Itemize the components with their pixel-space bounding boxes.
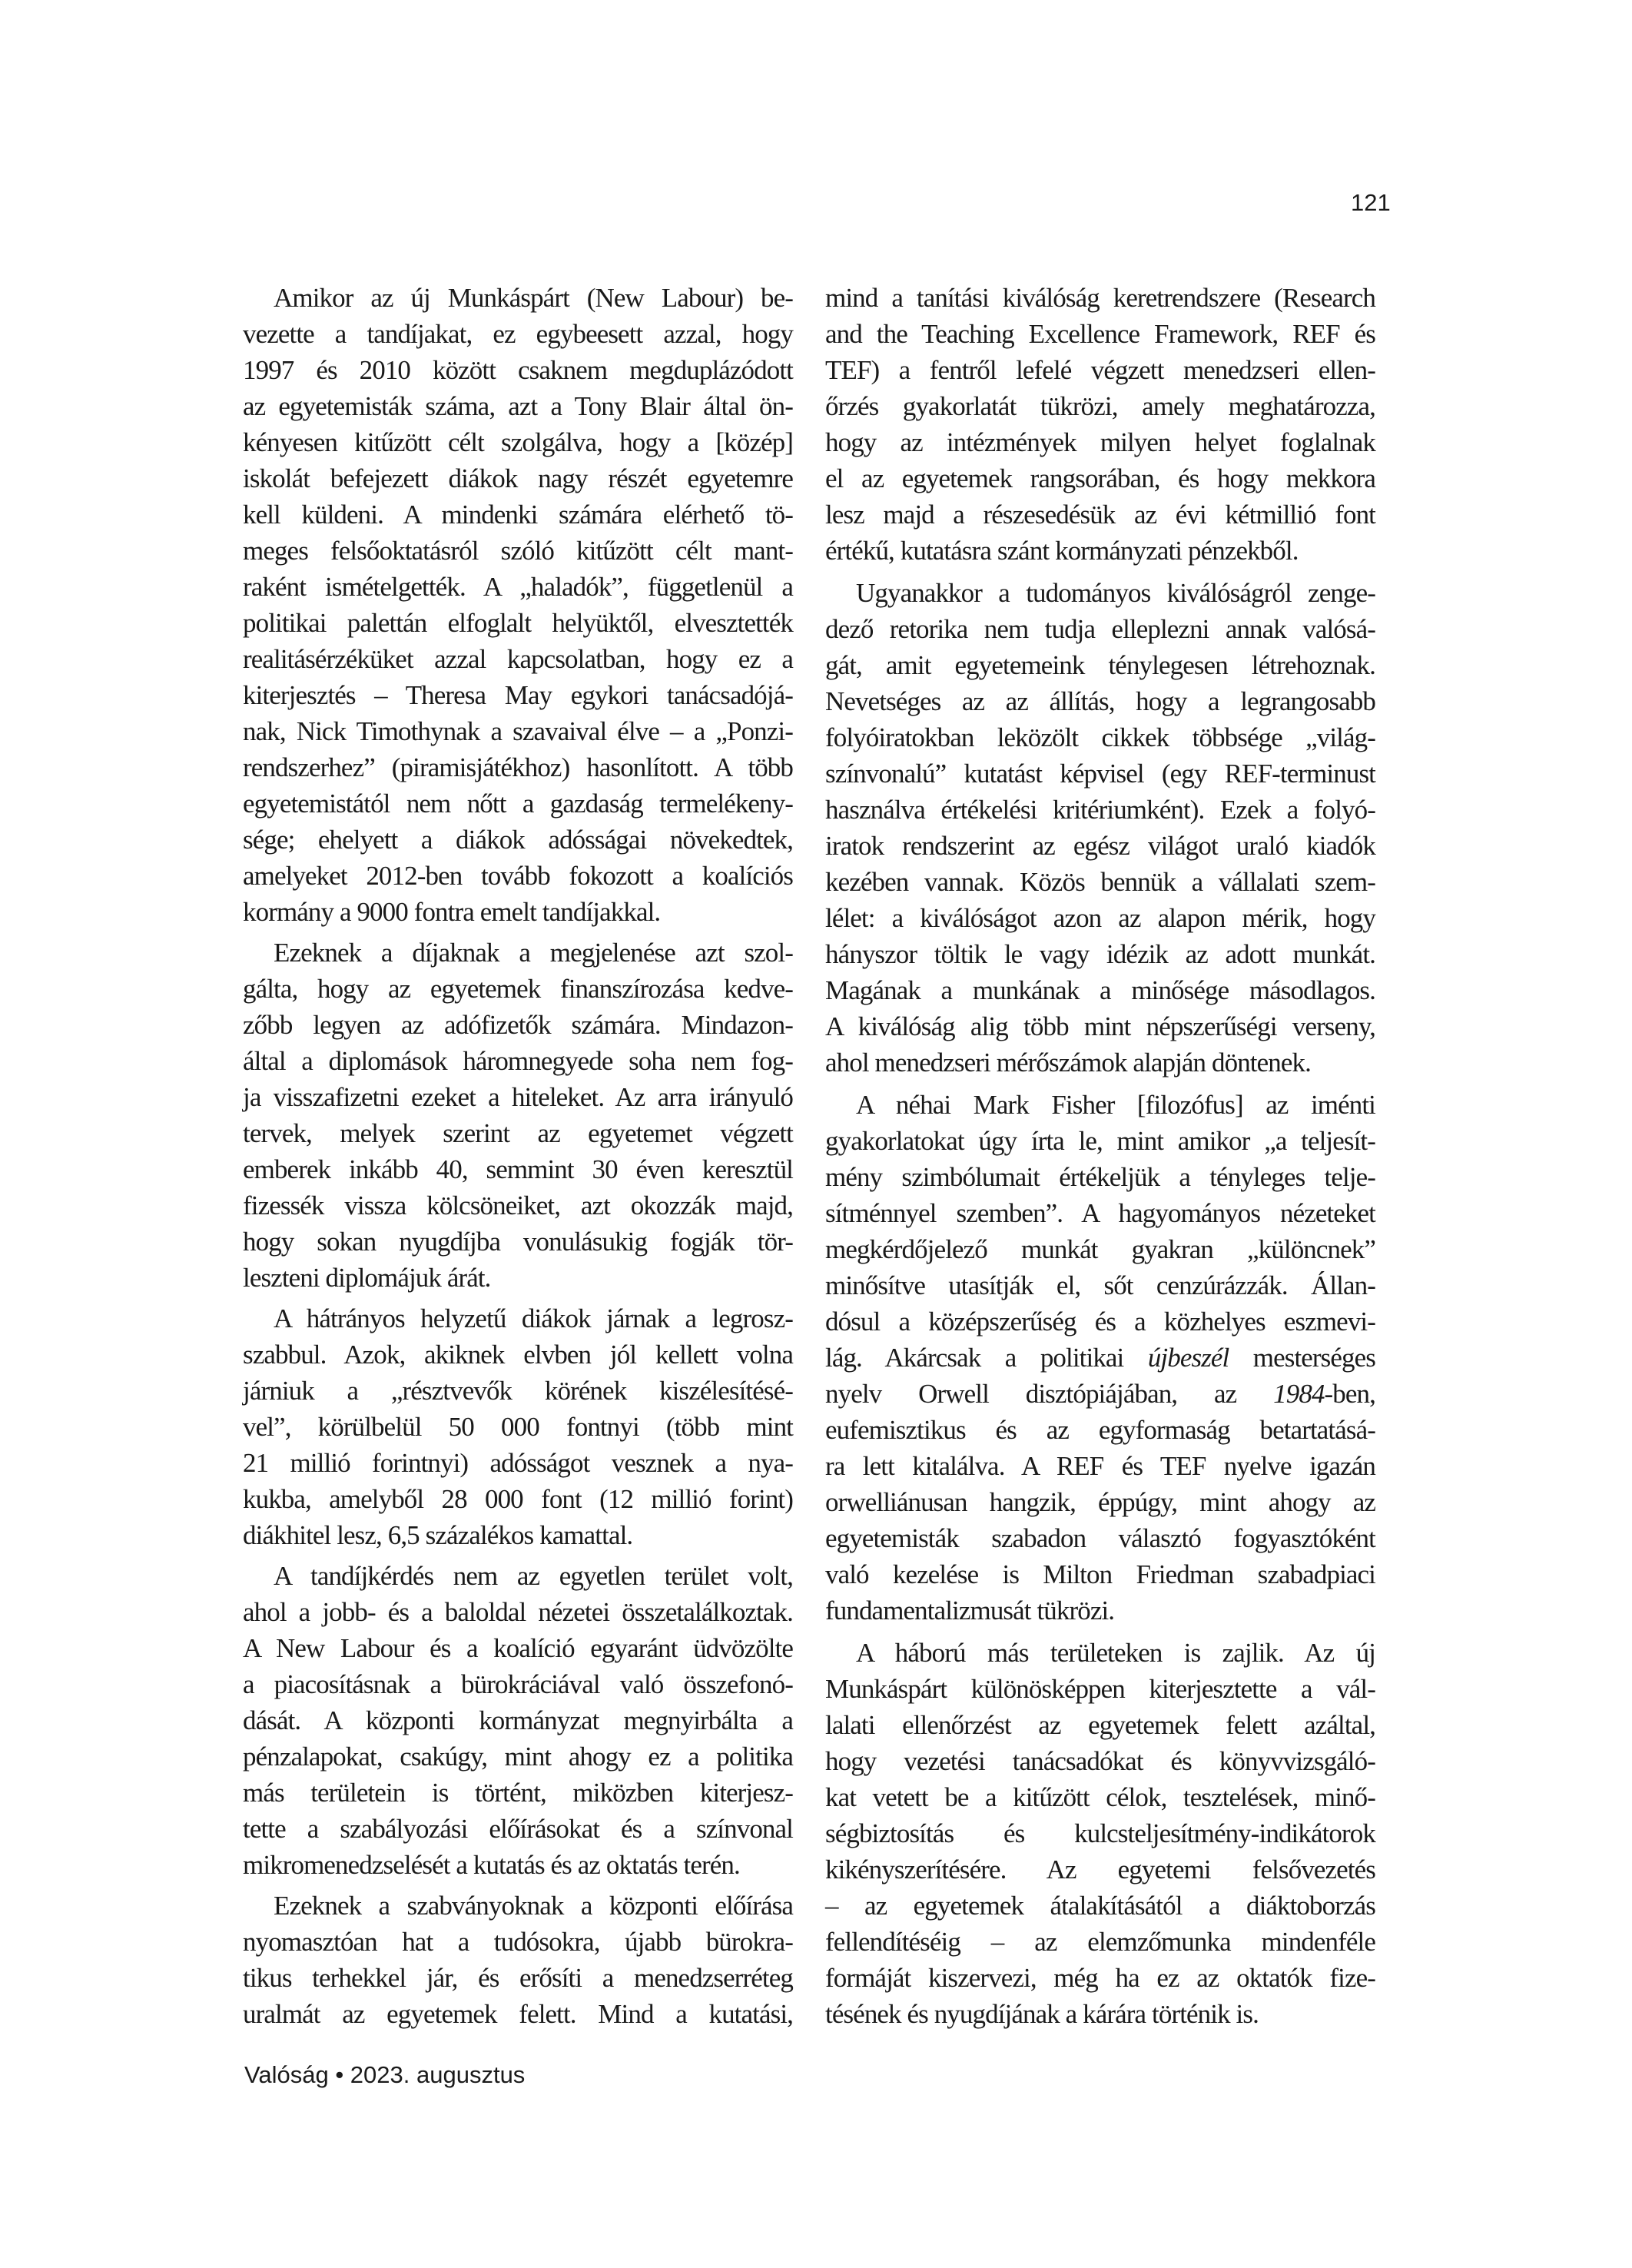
text-line: vel”, körülbelül 50 000 fontnyi (több mint [243,1412,793,1442]
text-line: által a diplomások háromnegyede soha nem fog- [243,1046,793,1076]
text-line: tette a szabályozási előírásokat és a színvonal [243,1814,793,1844]
text-line: 1997 és 2010 között csaknem megduplázódott [243,355,793,385]
text-line: el az egyetemek rangsorában, és hogy mekkora [825,463,1375,493]
text-line: pénzalapokat, csakúgy, mint ahogy ez a politika [243,1742,793,1772]
text-line: A New Labour és a koalíció egyaránt üdvözölte [243,1633,793,1663]
right-column [825,280,1375,2032]
italic-term: újbeszél [1147,1343,1229,1373]
text-line: lélet: a kiválóságot azon az alapon mérik, hogy [825,903,1375,933]
text-line: orwelliánusan hangzik, éppúgy, mint ahogy az [825,1487,1375,1517]
text-line: a piacosításnak a bürokráciával való összefonó- [243,1669,793,1699]
text-line: raként ismételgették. A „haladók”, függetlenül a [243,572,793,602]
text-line: tésének és nyugdíjának a kárára történik is. [825,1999,1259,2029]
paragraph [243,1558,793,1883]
text-line: kezében vannak. Közös bennük a vállalati szem- [825,867,1375,897]
italic-term: 1984 [1273,1379,1325,1409]
text-line: TEF) a fentről lefelé végzett menedzseri ellen- [825,355,1375,385]
text-line: vezette a tandíjakat, ez egybeesett azzal, hogy [243,319,793,349]
text-line: egyetemisták szabadon választó fogyasztóként [825,1523,1375,1553]
text-line: szabbul. Azok, akiknek elvben jól kellett volna [243,1340,793,1370]
text-line: meges felsőoktatásról szóló kitűzött célt mant- [243,536,793,566]
text-line: Amikor az új Munkáspárt (New Labour) be- [274,283,793,313]
text-line: őrzés gyakorlatát tükrözi, amely meghatározza, [825,391,1375,421]
text-line: diákhitel lesz, 6,5 százalékos kamattal. [243,1520,633,1550]
text-line: emberek inkább 40, semmint 30 éven keresztül [243,1154,793,1184]
paragraph [825,280,1375,569]
text-line: kell küldeni. A mindenki számára elérhető tö- [243,500,793,530]
text-line: uralmát az egyetemek felett. Mind a kutatási, [243,1999,793,2029]
text-line: sítménnyel szemben”. A hagyományos nézeteket [825,1198,1375,1228]
page-number: 121 [1351,189,1391,216]
paragraph [825,575,1375,1081]
text-line: A néhai Mark Fisher [filozófus] az iménti [856,1090,1375,1120]
text-line: az egyetemisták száma, azt a Tony Blair által ön- [243,391,793,421]
text-line: színvonalú” kutatást képvisel (egy REF-terminust [825,759,1375,789]
text-line: megkérdőjelező munkát gyakran „különcnek” [825,1234,1375,1264]
text-line: Nevetséges az az állítás, hogy a legrangosabb [825,686,1375,716]
text-line: zőbb legyen az adófizetők számára. Mindazon- [243,1010,793,1040]
paragraph [825,1087,1375,1629]
text-line: Magának a munkának a minősége másodlagos. [825,975,1375,1005]
text-line: eufemisztikus és az egyformaság betartatásá- [825,1415,1375,1445]
text-line: Ezeknek a díjaknak a megjelenése azt szol- [274,938,793,968]
text-line: kukba, amelyből 28 000 font (12 millió forint) [243,1484,793,1514]
text-line: – az egyetemek átalakításától a diáktoborzás [825,1891,1375,1921]
paragraph [243,280,793,930]
text-line: A tandíjkérdés nem az egyetlen terület volt, [274,1561,793,1591]
text-line: sége; ehelyett a diákok adósságai növekedtek, [243,825,793,855]
running-footer: Valóság • 2023. augusztus [244,2061,526,2088]
text-line: kormány a 9000 fontra emelt tandíjakkal. [243,897,661,927]
text-line: hogy sokan nyugdíjba vonulásukig fogják tör- [243,1227,793,1257]
text-line: ahol a jobb- és a baloldal nézetei összetalálkoztak. [243,1597,793,1627]
text-line: and the Teaching Excellence Framework, REF és [825,319,1375,349]
text-line: ahol menedzseri mérőszámok alapján döntenek. [825,1048,1311,1078]
text-line: Munkáspárt különösképpen kiterjesztette a vál- [825,1674,1375,1704]
text-line: A kiválóság alig több mint népszerűségi verseny, [825,1011,1375,1041]
text-line: gyakorlatokat úgy írta le, mint amikor „a teljesít- [825,1126,1375,1156]
text-line: lág. Akárcsak a politikai újbeszél mesterséges [825,1343,1375,1373]
text-line: 21 millió forintnyi) adósságot vesznek a nya- [243,1448,793,1478]
text-line: A háború más területeken is zajlik. Az új [856,1638,1375,1668]
text-line: lesz majd a részesedésük az évi kétmillió font [825,500,1375,530]
text-line: nyelv Orwell disztópiájában, az 1984-ben, [825,1379,1375,1409]
text-line: fizessék vissza kölcsöneiket, azt okozzák majd, [243,1190,793,1220]
text-line: kényesen kitűzött célt szolgálva, hogy a [közép] [243,427,793,457]
text-line: iskolát befejezett diákok nagy részét egyetemre [243,463,793,493]
text-line: mény szimbólumait értékeljük a tényleges telje- [825,1162,1375,1192]
text-line: minősítve utasítják el, sőt cenzúrázzák. Állan- [825,1270,1375,1300]
paragraph [243,935,793,1296]
text-line: nak, Nick Timothynak a szavaival élve – a „Ponzi- [243,716,793,746]
text-line: ségbiztosítás és kulcsteljesítmény-indikátorok [825,1818,1375,1848]
text-line: való kezelése is Milton Friedman szabadpiaci [825,1559,1375,1589]
text-line: gát, amit egyetemeink ténylegesen létrehoznak. [825,650,1375,680]
text-line: amelyeket 2012-ben tovább fokozott a koalíciós [243,861,793,891]
text-line: iratok rendszerint az egész világot uraló kiadók [825,831,1375,861]
text-line: Ugyanakkor a tudományos kiválóságról zenge- [856,578,1375,608]
text-line: más területein is történt, miközben kiterjesz- [243,1778,793,1808]
text-line: kiterjesztés – Theresa May egykori tanácsadójá- [243,680,793,710]
text-line: egyetemistától nem nőtt a gazdaság termelékeny- [243,789,793,819]
text-line: értékű, kutatásra szánt kormányzati pénzekből. [825,536,1299,566]
paragraph [243,1888,793,2032]
text-line: fellendítéséig – az elemzőmunka mindenféle [825,1927,1375,1957]
text-line: mind a tanítási kiválóság keretrendszere (Research [825,283,1375,313]
text-line: nyomasztóan hat a tudósokra, újabb bürokra- [243,1927,793,1957]
text-line: tikus terhekkel jár, és erősíti a menedzserréteg [243,1963,793,1993]
text-line: leszteni diplomájuk árát. [243,1263,491,1293]
text-line: rendszerhez” (piramisjátékhoz) hasonlított. A több [243,752,793,782]
text-line: fundamentalizmusát tükrözi. [825,1596,1115,1625]
text-line: dező retorika nem tudja elleplezni annak valósá- [825,614,1375,644]
left-column [243,280,793,2032]
text-line: használva értékelési kritériumként). Ezek a folyó- [825,795,1375,825]
text-line: realitásérzéküket azzal kapcsolatban, hogy ez a [243,644,793,674]
text-line: A hátrányos helyzetű diákok járnak a legrosz- [274,1303,793,1333]
text-line: folyóiratokban leközölt cikkek többsége „világ- [825,722,1375,752]
text-line: formáját kiszervezi, még ha ez az oktatók fize- [825,1963,1375,1993]
text-line: ra lett kitalálva. A REF és TEF nyelve igazán [825,1451,1375,1481]
text-line: lalati ellenőrzést az egyetemek felett azáltal, [825,1710,1375,1740]
text-line: ja visszafizetni ezeket a hiteleket. Az arra irányuló [243,1082,793,1112]
text-line: dósul a középszerűség és a közhelyes eszmevi- [825,1307,1375,1337]
text-line: mikromenedzselését a kutatás és az oktatás terén. [243,1850,740,1880]
text-line: kikényszerítésére. Az egyetemi felsővezetés [825,1855,1375,1884]
text-line: hányszor töltik le vagy idézik az adott munkát. [825,939,1375,969]
text-line: politikai palettán elfoglalt helyüktől, elvesztették [243,608,793,638]
text-line: tervek, melyek szerint az egyetemet végzett [243,1118,793,1148]
paragraph [243,1300,793,1553]
text-line: Ezeknek a szabványoknak a központi előírása [274,1891,793,1921]
text-line: kat vetett be a kitűzött célok, tesztelések, minő- [825,1782,1375,1812]
text-line: hogy vezetési tanácsadókat és könyvvizsgáló- [825,1746,1375,1776]
text-line: dását. A központi kormányzat megnyirbálta a [243,1705,793,1735]
text-line: hogy az intézmények milyen helyet foglalnak [825,427,1375,457]
paragraph [825,1635,1375,2032]
text-line: gálta, hogy az egyetemek finanszírozása kedve- [243,974,793,1004]
text-line: járniuk a „résztvevők körének kiszélesítésé- [243,1376,793,1406]
